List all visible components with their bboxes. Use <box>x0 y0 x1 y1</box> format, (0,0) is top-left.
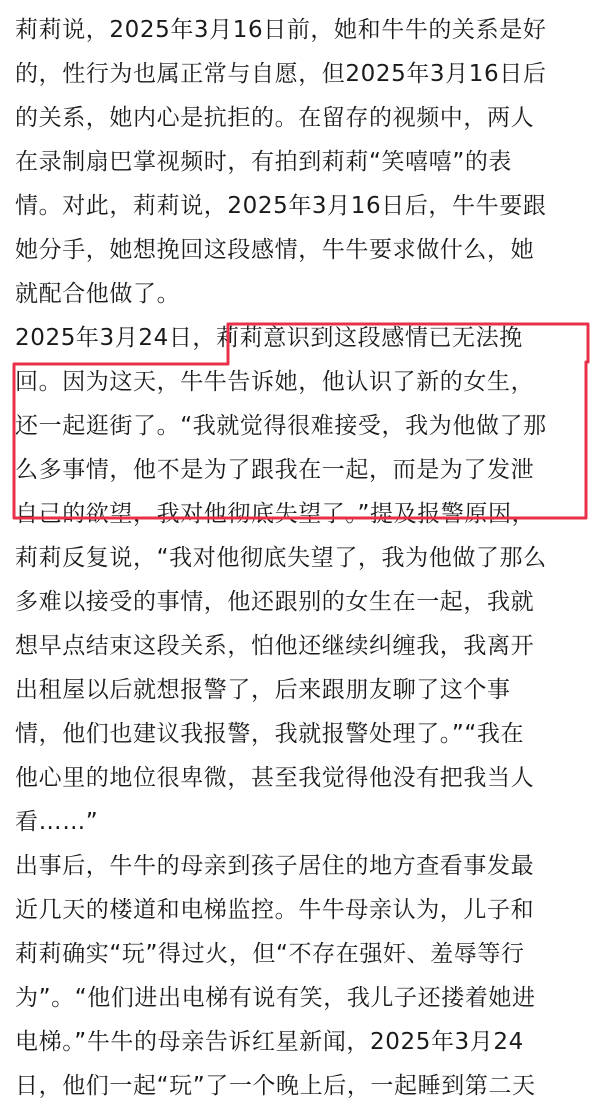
text-line: 就配合他做了。 <box>15 281 181 307</box>
text-line: 还一起逛街了。“我就觉得很难接受，我为他做了那 <box>15 413 547 439</box>
paragraph-1 <box>15 8 590 316</box>
paragraph-2 <box>15 316 590 844</box>
text-line: 电梯。”牛牛的母亲告诉红星新闻，2025年3月24 <box>15 1029 524 1055</box>
text-line: 莉莉确实“玩”得过火，但“不存在强奸、羞辱等行 <box>15 941 525 967</box>
text-line: 出事后，牛牛的母亲到孩子居住的地方查看事发最 <box>15 853 535 879</box>
text-line: 他心里的地位很卑微，甚至我觉得他没有把我当人 <box>15 765 535 791</box>
text-line: 情，他们也建议我报警，我就报警处理了。”“我在 <box>15 721 525 747</box>
text-line: 日，他们一起“玩”了一个晚上后，一起睡到第二天 <box>15 1073 536 1099</box>
text-line: 她分手，她想挽回这段感情，牛牛要求做什么，她 <box>15 237 535 263</box>
text-line: 情。对此，莉莉说，2025年3月16日后，牛牛要跟 <box>15 193 547 219</box>
text-line: 么多事情，他不是为了跟我在一起，而是为了发泄 <box>15 457 535 483</box>
text-line: 看……” <box>15 809 99 835</box>
text-line: 多难以接受的事情，他还跟别的女生在一起，我就 <box>15 589 535 615</box>
text-line: 莉莉反复说，“我对他彻底失望了，我为他做了那么 <box>15 545 547 571</box>
text-line: 近几天的楼道和电梯监控。牛牛母亲认为，儿子和 <box>15 897 535 923</box>
text-line: 在录制扇巴掌视频时，有拍到莉莉“笑嘻嘻”的表 <box>15 149 513 175</box>
text-line: 莉莉说，2025年3月16日前，她和牛牛的关系是好 <box>15 17 547 43</box>
text-line: 的，性行为也属正常与自愿，但2025年3月16日后 <box>15 61 547 87</box>
text-line: 想早点结束这段关系，怕他还继续纠缠我，我离开 <box>15 633 535 659</box>
text-line: 回。因为这天，牛牛告诉她，他认识了新的女生， <box>15 369 535 395</box>
text-line: 2025年3月24日，莉莉意识到这段感情已无法挽 <box>15 325 523 351</box>
text-line: 的关系，她内心是抗拒的。在留存的视频中，两人 <box>15 105 535 131</box>
text-line: 出租屋以后就想报警了，后来跟朋友聊了这个事 <box>15 677 511 703</box>
text-line: 自己的欲望，我对他彻底失望了。”提及报警原因， <box>15 501 536 527</box>
paragraph-3 <box>15 844 590 1108</box>
text-line: 为”。“他们进出电梯有说有笑，我儿子还搂着她进 <box>15 985 536 1011</box>
